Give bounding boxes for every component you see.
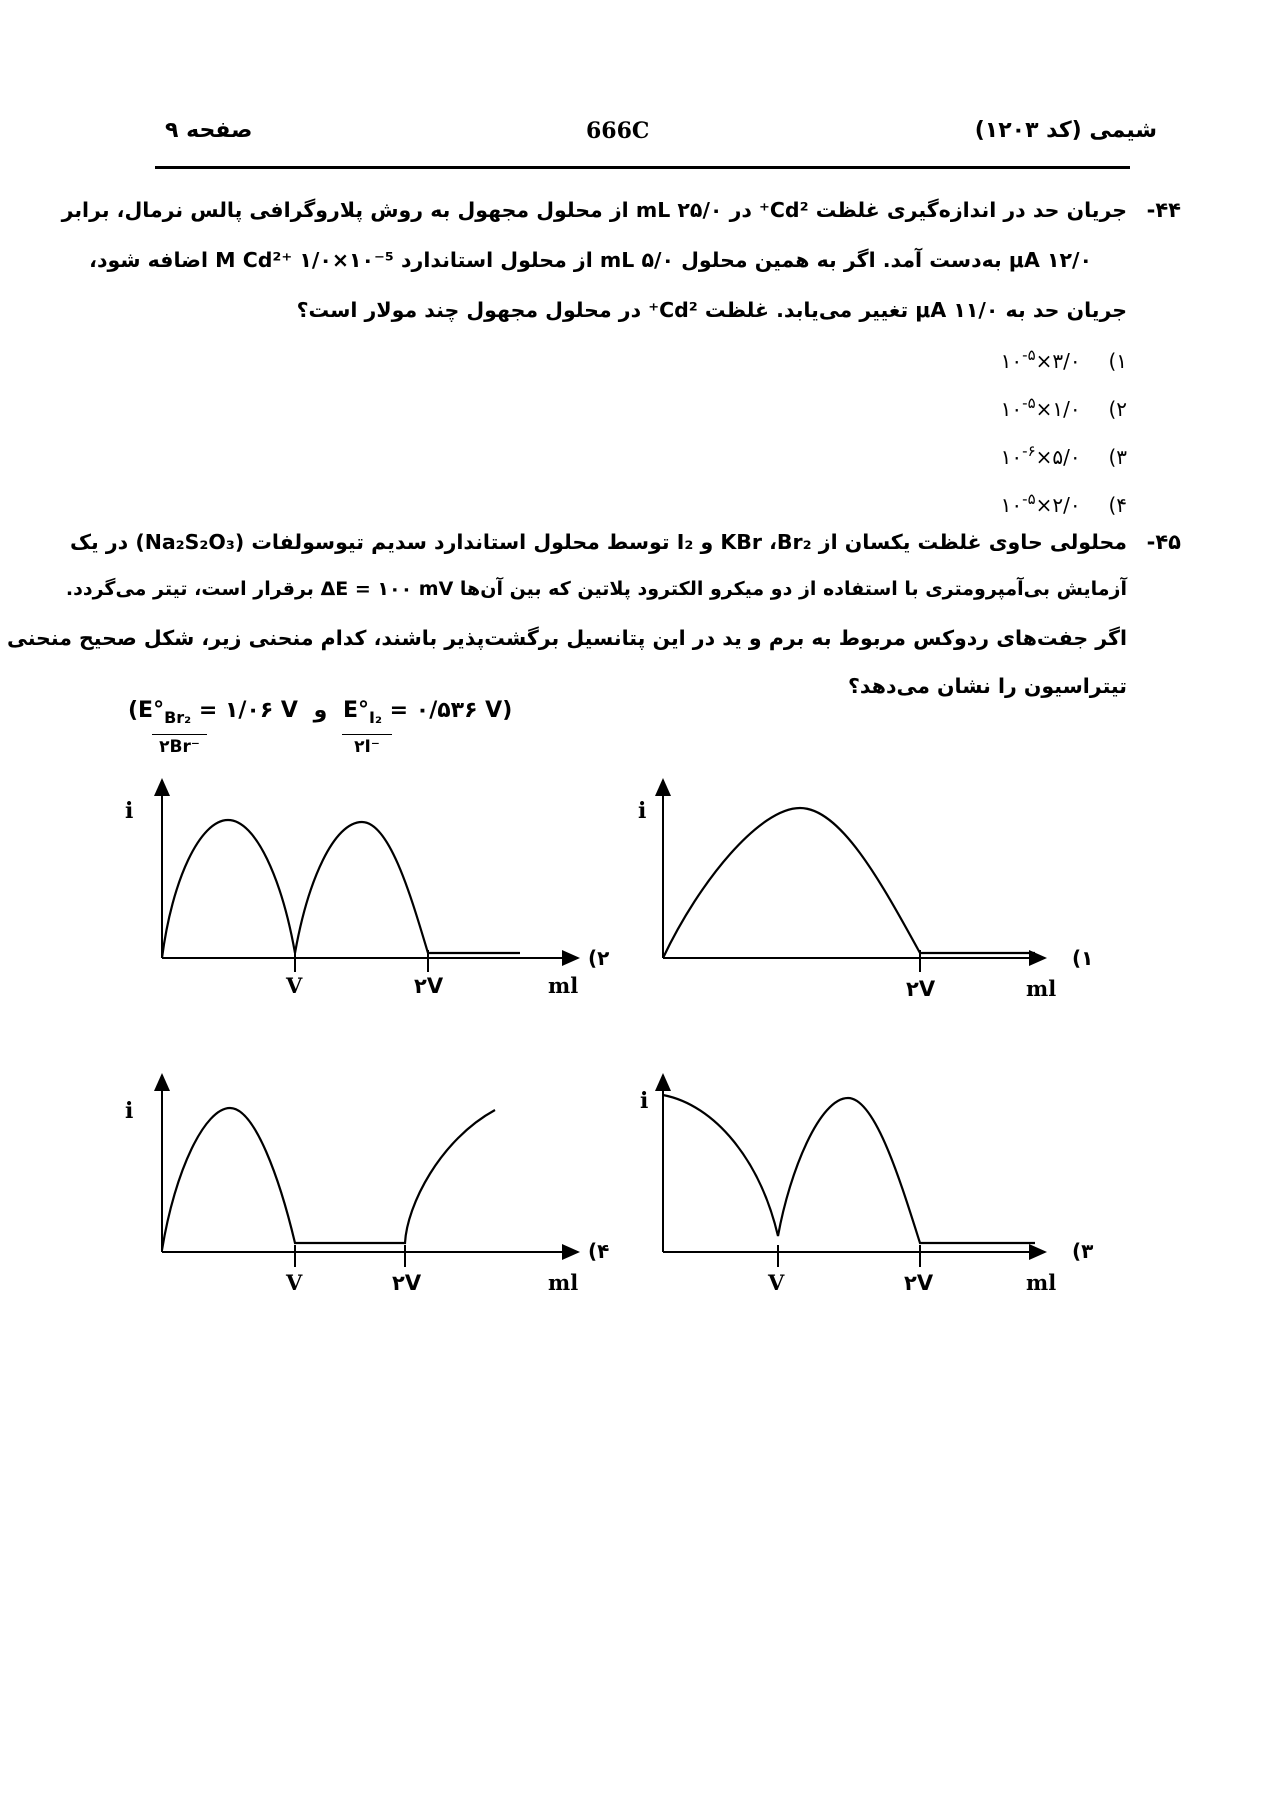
header-subject: شیمی (کد ۱۲۰۳) (974, 118, 1157, 143)
eq-denominator-1: ۲Br⁻ (152, 734, 207, 757)
graph-option-1[interactable] (638, 780, 1093, 1001)
tick-label-V: V (768, 1270, 785, 1295)
option-mantissa: ۲/۰×۱۰ (1000, 493, 1081, 517)
tick-label-2V: ۲V (392, 1271, 422, 1295)
option-mantissa: ۳/۰×۱۰ (1000, 349, 1081, 373)
eq-e2: E° (343, 698, 370, 723)
tick-label-V: V (286, 1270, 303, 1295)
tick-label-2V: ۲V (906, 977, 936, 1001)
curve (162, 1108, 495, 1250)
x-unit-label: ml (1026, 1270, 1057, 1295)
option-label: ۱) (1108, 349, 1127, 373)
eq-denominator-2: ۲I⁻ (342, 734, 392, 757)
x-unit-label: ml (548, 1270, 579, 1295)
graph-option-4[interactable] (125, 1075, 609, 1295)
curve (663, 808, 1035, 958)
q45-line-1: محلولی حاوی غلظت یکسان از KBr ،Br₂ و I₂ توسط محلول استاندارد سدیم تیوسولفات (Na₂S₂O₃) در یک (70, 530, 1127, 554)
tick-label-2V: ۲V (904, 1271, 934, 1295)
q45-line-3: اگر جفت‌های ردوکس مربوط به برم و ید در این پتانسیل برگشت‌پذیر باشند، کدام منحنی زیر، شکل صحیح منحنی (6, 626, 1127, 650)
graph-label-3: (۳ (1072, 1239, 1094, 1263)
tick-label-2V: ۲V (414, 974, 444, 998)
q45-number: ۴۵- (1146, 530, 1181, 554)
graph-label-2: (۲ (588, 946, 610, 970)
curve (663, 1095, 1035, 1243)
y-axis-label: i (125, 1098, 134, 1124)
option-label: ۲) (1108, 397, 1127, 421)
option-exponent: -۵ (1022, 394, 1036, 412)
q44-number: ۴۴- (1146, 198, 1181, 222)
graph-option-3[interactable] (640, 1075, 1093, 1295)
eq-sub2: I₂ (369, 708, 382, 727)
q45-line-4: تیتراسیون را نشان می‌دهد؟ (848, 674, 1127, 698)
eq-val1: = ۱/۰۶ V (198, 698, 298, 723)
header-page: صفحه ۹ (165, 118, 253, 143)
x-unit-label: ml (548, 973, 579, 998)
eq-sub1: Br₂ (164, 708, 192, 727)
graph-label-1: (۱ (1072, 946, 1094, 970)
curve (162, 820, 520, 958)
eq-conj: و (313, 698, 328, 723)
q44-line-1: جریان حد در اندازه‌گیری غلظت Cd²⁺ در ۲۵/۰ mL از محلول مجهول به روش پلاروگرافی پالس نرمال، برابر (61, 198, 1127, 222)
y-axis-label: i (638, 798, 647, 824)
q44-line-2: ۱۲/۰ μA به‌دست آمد. اگر به همین محلول ۵/۰ mL از محلول استاندارد M Cd²⁺ ۱/۰×۱۰⁻⁵ اضافه شود، (89, 248, 1092, 272)
graph-label-4: (۴ (588, 1239, 610, 1263)
option-mantissa: ۱/۰×۱۰ (1000, 397, 1081, 421)
y-axis-label: i (125, 798, 134, 824)
graph-option-2[interactable] (125, 780, 609, 998)
tick-label-V: V (286, 973, 303, 998)
option-label: ۴) (1108, 493, 1127, 517)
eq-e1: (E° (128, 698, 165, 723)
q44-line-3: جریان حد به ۱۱/۰ μA تغییر می‌یابد. غلظت Cd²⁺ در محلول مجهول چند مولار است؟ (296, 298, 1127, 322)
option-exponent: -۶ (1022, 442, 1036, 460)
eq-val2: = ۰/۵۳۶ V) (389, 698, 513, 723)
q45-line-2: آزمایش بی‌آمپرومتری با استفاده از دو میکرو الکترود پلاتین که بین آن‌ها ΔE = ۱۰۰ mV برقرار است، تیتر می‌گردد. (65, 578, 1127, 600)
option-exponent: -۵ (1022, 490, 1036, 508)
option-mantissa: ۵/۰×۱۰ (1000, 445, 1081, 469)
y-axis-label: i (640, 1088, 649, 1114)
option-label: ۳) (1108, 445, 1127, 469)
option-exponent: -۵ (1022, 346, 1036, 364)
x-unit-label: ml (1026, 976, 1057, 1001)
header-code: 666C (586, 118, 650, 144)
